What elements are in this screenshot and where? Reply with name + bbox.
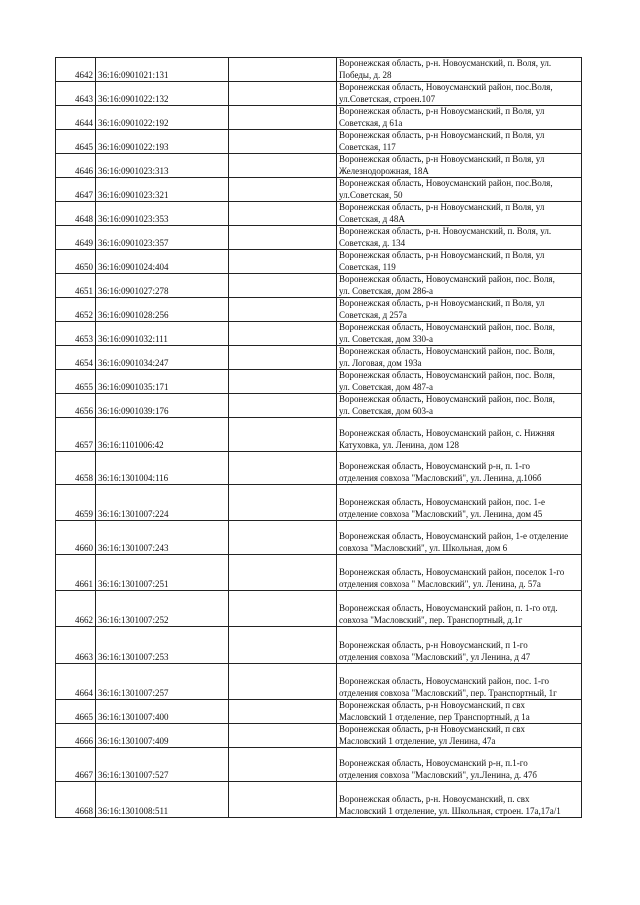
empty-cell	[229, 485, 337, 521]
table-row	[56, 724, 582, 748]
row-number: 4642	[56, 58, 96, 82]
row-number: 4667	[56, 748, 96, 782]
table-row	[56, 58, 582, 82]
address-cell	[337, 370, 582, 394]
table-row	[56, 130, 582, 154]
row-number: 4651	[56, 274, 96, 298]
cadastral-number: 36:16:1301007:224	[96, 485, 229, 521]
cadastral-number: 36:16:1301007:251	[96, 555, 229, 591]
address-line: Воронежская область, р-н Новоусманский, п Воля, ул	[339, 298, 545, 308]
table-row	[56, 748, 582, 782]
address-cell	[337, 346, 582, 370]
address-line: Воронежская область, Новоусманский район, пос.Воля,	[339, 82, 553, 92]
address-line: ул. Советская, дом 603-а	[339, 405, 434, 416]
empty-cell	[229, 346, 337, 370]
cadastral-number: 36:16:1301008:511	[96, 782, 229, 818]
row-number: 4664	[56, 664, 96, 700]
cadastral-number: 36:16:0901022:193	[96, 130, 229, 154]
empty-cell	[229, 591, 337, 627]
empty-cell	[229, 627, 337, 664]
empty-cell	[229, 521, 337, 555]
cadastral-number: 36:16:0901021:131	[96, 58, 229, 82]
address-line: отделения совхоза "Масловский", ул. Ленина, д.106б	[339, 472, 542, 483]
cadastral-number: 36:16:1301007:527	[96, 748, 229, 782]
address-line: Советская, д 61а	[339, 117, 403, 128]
address-line: ул. Советская, дом 330-а	[339, 333, 434, 344]
cadastral-number: 36:16:0901039:176	[96, 394, 229, 418]
address-line: ул.Советская, строен.107	[339, 93, 436, 104]
address-line: Воронежская область, Новоусманский район, пос.Воля,	[339, 178, 553, 188]
address-line: отделение совхоза "Масловский", ул. Ленина, дом 45	[339, 508, 543, 519]
cadastral-number: 36:16:0901023:313	[96, 154, 229, 178]
row-number: 4668	[56, 782, 96, 818]
empty-cell	[229, 226, 337, 250]
table-row	[56, 202, 582, 226]
address-cell	[337, 106, 582, 130]
empty-cell	[229, 154, 337, 178]
address-cell	[337, 178, 582, 202]
address-line: совхоза "Масловский", пер. Транспортный, д.1г	[339, 614, 523, 625]
table-row	[56, 106, 582, 130]
row-number: 4654	[56, 346, 96, 370]
empty-cell	[229, 202, 337, 226]
address-line: Воронежская область, р-н Новоусманский, п свх	[339, 724, 526, 734]
row-number: 4645	[56, 130, 96, 154]
table-row	[56, 370, 582, 394]
address-line: ул.Советская, 50	[339, 189, 403, 200]
address-cell	[337, 394, 582, 418]
empty-cell	[229, 82, 337, 106]
address-cell	[337, 724, 582, 748]
records-table-body	[56, 58, 582, 818]
cadastral-number: 36:16:0901032:111	[96, 322, 229, 346]
address-line: Советская, д. 134	[339, 237, 406, 248]
table-row	[56, 226, 582, 250]
address-line: Воронежская область, р-н Новоусманский, п Воля, ул	[339, 130, 545, 140]
cadastral-number: 36:16:0901028:256	[96, 298, 229, 322]
row-number: 4655	[56, 370, 96, 394]
address-line: Воронежская область, Новоусманский р-н, п. 1-го	[339, 461, 530, 471]
address-line: Воронежская область, Новоусманский район, пос. Воля,	[339, 274, 555, 284]
cadastral-number: 36:16:0901023:321	[96, 178, 229, 202]
cadastral-number: 36:16:0901024:404	[96, 250, 229, 274]
empty-cell	[229, 322, 337, 346]
row-number: 4643	[56, 82, 96, 106]
empty-cell	[229, 555, 337, 591]
table-row	[56, 591, 582, 627]
address-line: Воронежская область, р-н Новоусманский, п Воля, ул	[339, 250, 545, 260]
empty-cell	[229, 664, 337, 700]
address-line: отделения совхоза "Масловский", ул.Ленина, д. 47б	[339, 769, 537, 780]
address-cell	[337, 58, 582, 82]
row-number: 4647	[56, 178, 96, 202]
address-line: Масловский 1 отделение, ул Ленина, 47а	[339, 735, 496, 746]
empty-cell	[229, 370, 337, 394]
row-number: 4666	[56, 724, 96, 748]
empty-cell	[229, 178, 337, 202]
address-cell	[337, 202, 582, 226]
row-number: 4665	[56, 700, 96, 724]
table-row	[56, 555, 582, 591]
address-cell	[337, 130, 582, 154]
address-line: Масловский 1 отделение, ул. Школьная, строен. 17а,17а/1	[339, 805, 561, 816]
address-line: отделения совхоза " Масловский", ул. Ленина, д. 57а	[339, 578, 541, 589]
address-line: Воронежская область, р-н. Новоусманский, п. Воля, ул.	[339, 226, 552, 236]
table-row	[56, 782, 582, 818]
address-line: отделения совхоза "Масловский", ул Ленина, д 47	[339, 651, 531, 662]
cadastral-number: 36:16:1301007:252	[96, 591, 229, 627]
cadastral-number: 36:16:0901022:132	[96, 82, 229, 106]
table-row	[56, 322, 582, 346]
address-line: Советская, 117	[339, 141, 396, 152]
address-cell	[337, 591, 582, 627]
cadastral-number: 36:16:1301004:116	[96, 452, 229, 485]
row-number: 4650	[56, 250, 96, 274]
address-line: Воронежская область, Новоусманский район, пос. Воля,	[339, 346, 555, 356]
address-cell	[337, 250, 582, 274]
address-cell	[337, 322, 582, 346]
table-row	[56, 274, 582, 298]
cadastral-number: 36:16:0901035:171	[96, 370, 229, 394]
address-line: Воронежская область, Новоусманский район, п. 1-го отд.	[339, 603, 558, 613]
cadastral-number: 36:16:1301007:253	[96, 627, 229, 664]
address-line: Советская, 119	[339, 261, 396, 272]
row-number: 4657	[56, 418, 96, 452]
address-cell	[337, 627, 582, 664]
address-line: Воронежская область, р-н Новоусманский, п 1-го	[339, 640, 528, 650]
empty-cell	[229, 452, 337, 485]
address-cell	[337, 700, 582, 724]
table-row	[56, 521, 582, 555]
address-line: Воронежская область, Новоусманский район, пос. 1-е	[339, 497, 546, 507]
empty-cell	[229, 298, 337, 322]
row-number: 4659	[56, 485, 96, 521]
address-line: Воронежская область, р-н. Новоусманский, п. Воля, ул.	[339, 58, 552, 68]
table-row	[56, 346, 582, 370]
address-cell	[337, 748, 582, 782]
address-cell	[337, 82, 582, 106]
row-number: 4662	[56, 591, 96, 627]
address-line: Воронежская область, р-н Новоусманский, п свх	[339, 700, 526, 710]
empty-cell	[229, 418, 337, 452]
address-line: Воронежская область, Новоусманский район, пос. 1-го	[339, 676, 550, 686]
address-cell	[337, 782, 582, 818]
address-line: Воронежская область, Новоусманский район, с. Нижняя	[339, 428, 555, 438]
table-row	[56, 418, 582, 452]
table-row	[56, 452, 582, 485]
row-number: 4649	[56, 226, 96, 250]
address-cell	[337, 452, 582, 485]
address-cell	[337, 664, 582, 700]
address-cell	[337, 154, 582, 178]
cadastral-number: 36:16:1101006:42	[96, 418, 229, 452]
address-line: Воронежская область, р-н Новоусманский, п Воля, ул	[339, 154, 545, 164]
empty-cell	[229, 724, 337, 748]
row-number: 4658	[56, 452, 96, 485]
address-cell	[337, 418, 582, 452]
address-line: отделения совхоза "Масловский", пер. Транспортный, 1г	[339, 687, 557, 698]
cadastral-number: 36:16:1301007:257	[96, 664, 229, 700]
row-number: 4660	[56, 521, 96, 555]
address-line: Железнодорожная, 18А	[339, 165, 429, 176]
address-cell	[337, 485, 582, 521]
row-number: 4661	[56, 555, 96, 591]
cadastral-number: 36:16:0901027:278	[96, 274, 229, 298]
address-line: ул. Советская, дом 286-а	[339, 285, 434, 296]
table-row	[56, 664, 582, 700]
address-line: Воронежская область, Новоусманский район, поселок 1-го	[339, 567, 565, 577]
address-line: Советская, д 48А	[339, 213, 405, 224]
row-number: 4648	[56, 202, 96, 226]
table-row	[56, 485, 582, 521]
row-number: 4644	[56, 106, 96, 130]
empty-cell	[229, 700, 337, 724]
address-line: Катуховка, ул. Ленина, дом 128	[339, 439, 460, 450]
address-line: Советская, д 257а	[339, 309, 407, 320]
empty-cell	[229, 58, 337, 82]
empty-cell	[229, 250, 337, 274]
row-number: 4656	[56, 394, 96, 418]
address-line: Воронежская область, р-н Новоусманский, п Воля, ул	[339, 106, 545, 116]
row-number: 4652	[56, 298, 96, 322]
table-row	[56, 154, 582, 178]
cadastral-number: 36:16:0901023:357	[96, 226, 229, 250]
cadastral-number: 36:16:1301007:243	[96, 521, 229, 555]
address-line: ул. Логовая, дом 193а	[339, 357, 422, 368]
address-line: Победы, д. 28	[339, 69, 392, 80]
cadastral-number: 36:16:0901022:192	[96, 106, 229, 130]
empty-cell	[229, 782, 337, 818]
address-line: Воронежская область, Новоусманский р-н, п.1-го	[339, 758, 528, 768]
cadastral-number: 36:16:0901034:247	[96, 346, 229, 370]
address-line: Масловский 1 отделение, пер Транспортный, д 1а	[339, 711, 530, 722]
address-cell	[337, 521, 582, 555]
table-row	[56, 250, 582, 274]
address-cell	[337, 226, 582, 250]
empty-cell	[229, 274, 337, 298]
empty-cell	[229, 748, 337, 782]
cadastral-number: 36:16:1301007:409	[96, 724, 229, 748]
address-line: Воронежская область, Новоусманский район, пос. Воля,	[339, 322, 555, 332]
address-line: Воронежская область, р-н Новоусманский, п Воля, ул	[339, 202, 545, 212]
table-row	[56, 178, 582, 202]
address-line: Воронежская область, Новоусманский район, 1-е отделение	[339, 531, 569, 541]
empty-cell	[229, 394, 337, 418]
row-number: 4663	[56, 627, 96, 664]
empty-cell	[229, 106, 337, 130]
table-row	[56, 627, 582, 664]
address-cell	[337, 274, 582, 298]
records-table	[55, 57, 582, 818]
table-row	[56, 394, 582, 418]
address-cell	[337, 555, 582, 591]
address-line: ул. Советская, дом 487-а	[339, 381, 434, 392]
address-line: Воронежская область, р-н. Новоусманский, п. свх	[339, 794, 530, 804]
empty-cell	[229, 130, 337, 154]
cadastral-number: 36:16:0901023:353	[96, 202, 229, 226]
row-number: 4646	[56, 154, 96, 178]
address-cell	[337, 298, 582, 322]
cadastral-number: 36:16:1301007:400	[96, 700, 229, 724]
address-line: Воронежская область, Новоусманский район, пос. Воля,	[339, 394, 555, 404]
address-line: Воронежская область, Новоусманский район, пос. Воля,	[339, 370, 555, 380]
row-number: 4653	[56, 322, 96, 346]
address-line: совхоза "Масловский", ул. Школьная, дом 6	[339, 542, 508, 553]
table-row	[56, 298, 582, 322]
table-row	[56, 82, 582, 106]
table-row	[56, 700, 582, 724]
